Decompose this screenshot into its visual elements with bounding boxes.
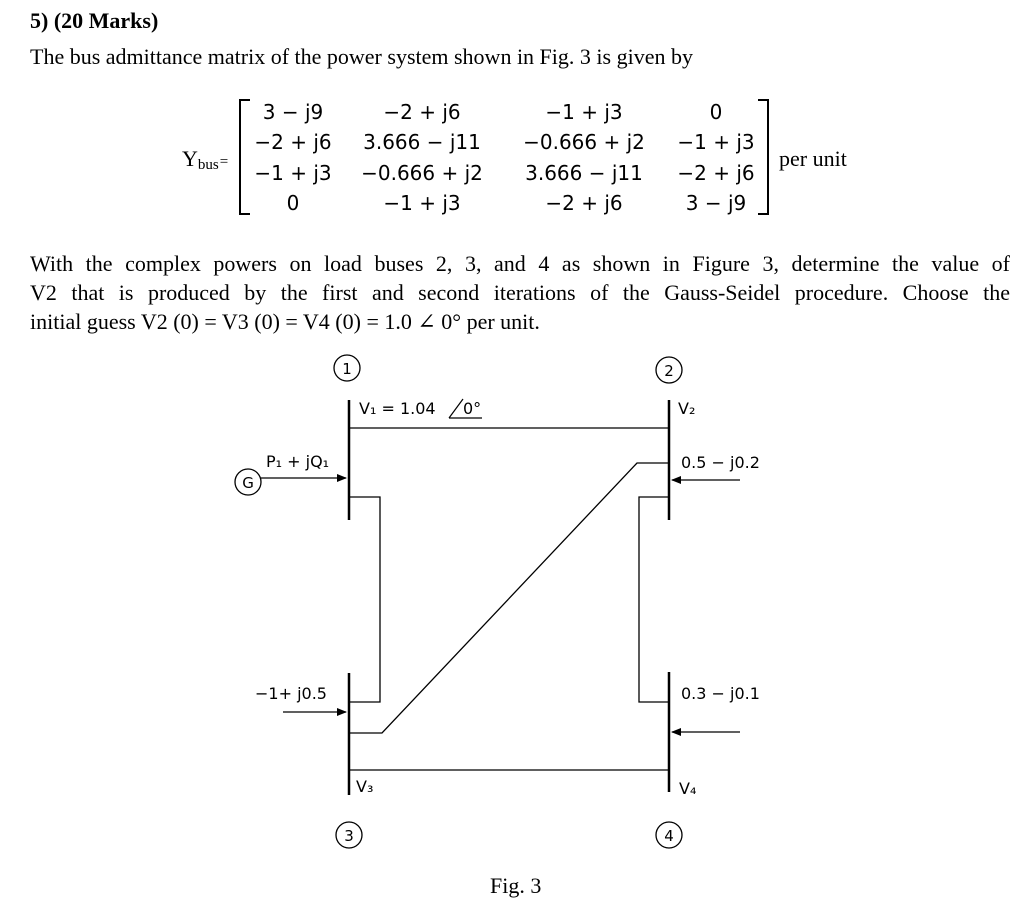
matrix-cell: 3.666 − j11 — [525, 161, 643, 185]
matrix-cell: −1 + j3 — [254, 161, 332, 185]
line-1-3 — [349, 497, 380, 702]
svg-text:4: 4 — [664, 827, 674, 845]
line-2-3 — [349, 463, 669, 733]
ybus-subscript: bus — [197, 157, 219, 173]
matrix-cell: −1 + j3 — [677, 130, 755, 154]
svg-text:1: 1 — [342, 360, 352, 378]
bus-number-4 — [656, 822, 682, 848]
matrix-cell: −1 + j3 — [383, 191, 461, 215]
generator-power-label: P₁ + jQ₁ — [266, 452, 330, 471]
matrix-cell: −0.666 + j2 — [523, 130, 645, 154]
svg-text:G: G — [242, 474, 254, 492]
matrix-cell: 3 − j9 — [685, 191, 747, 215]
bus4-voltage-label: V₄ — [679, 779, 697, 798]
bus3-load-label: −1+ j0.5 — [255, 684, 327, 703]
svg-text:3: 3 — [344, 827, 354, 845]
question-heading: 5) (20 Marks) — [30, 8, 159, 33]
bus1-voltage-label: V₁ = 1.04 — [359, 399, 436, 418]
matrix-cell: −2 + j6 — [383, 100, 461, 124]
units-label: per unit — [779, 146, 847, 171]
bus4-load-label: 0.3 − j0.1 — [681, 684, 760, 703]
ybus-symbol: Y — [182, 146, 198, 171]
bus1-voltage-angle: 0° — [463, 399, 482, 418]
bus2-load-label: 0.5 − j0.2 — [681, 453, 760, 472]
matrix-cell: −0.666 + j2 — [361, 161, 483, 185]
ybus-equals: = — [219, 154, 229, 170]
figure-caption: Fig. 3 — [490, 873, 542, 898]
line-2-4 — [639, 497, 669, 702]
matrix-cell: −2 + j6 — [677, 161, 755, 185]
bus3-voltage-label: V₃ — [356, 777, 374, 796]
matrix-cell: −1 + j3 — [545, 100, 623, 124]
matrix-cell: 0 — [709, 100, 723, 124]
generator-symbol — [235, 469, 261, 495]
matrix-cell: −2 + j6 — [545, 191, 623, 215]
bus-number-3 — [336, 822, 362, 848]
bus-number-1 — [334, 355, 360, 381]
matrix-cell: −2 + j6 — [254, 130, 332, 154]
matrix-cell: 0 — [286, 191, 300, 215]
body-line: V2 that is produced by the first and second iterations of the Gauss-Seidel procedure. Choose the — [30, 280, 1010, 305]
body-line: With the complex powers on load buses 2, 3, and 4 as shown in Figure 3, determine the value of — [30, 251, 1010, 276]
matrix-cell: 3 − j9 — [262, 100, 324, 124]
bus-number-2 — [656, 357, 682, 383]
matrix-cell: 3.666 − j11 — [363, 130, 481, 154]
body-line: initial guess V2 (0) = V3 (0) = V4 (0) = 1.0 ∠ 0° per unit. — [30, 309, 540, 334]
svg-text:2: 2 — [664, 362, 674, 380]
question-intro: The bus admittance matrix of the power system shown in Fig. 3 is given by — [30, 44, 693, 69]
bus2-voltage-label: V₂ — [678, 399, 696, 418]
